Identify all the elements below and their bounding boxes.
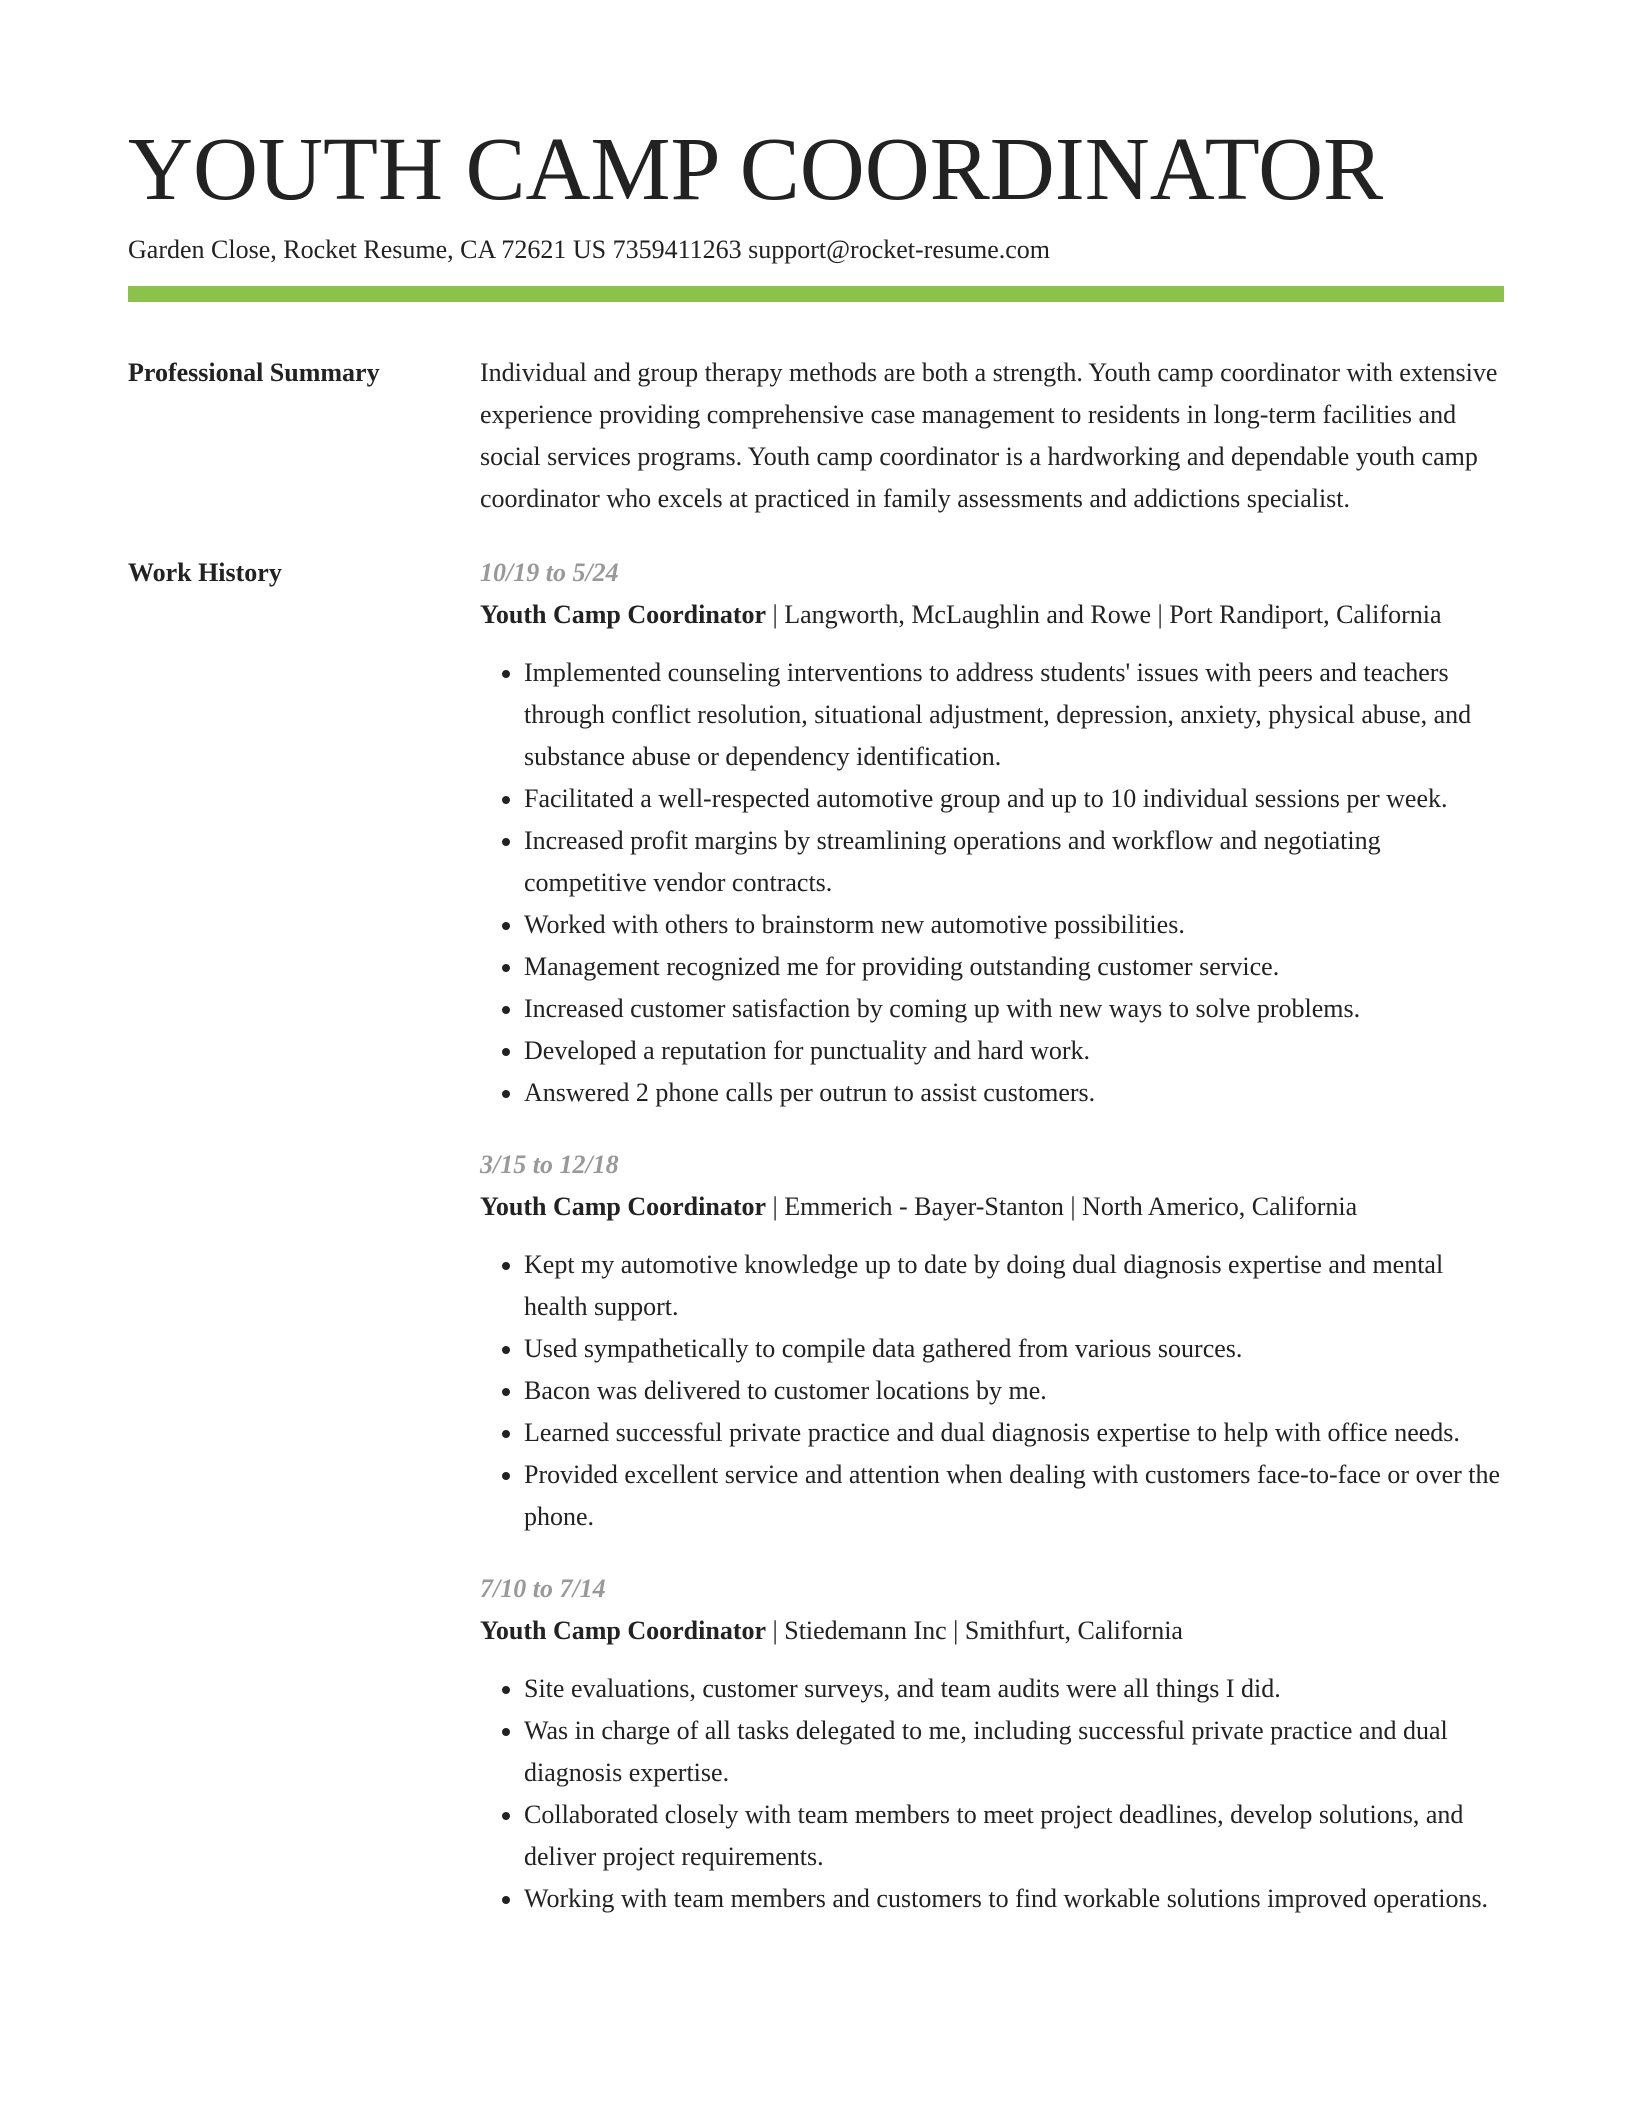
contact-line: Garden Close, Rocket Resume, CA 72621 US 7359411263 support@rocket-resume.com: [128, 235, 1051, 264]
job-bullet: • Bacon was delivered to customer locations by me.: [524, 1370, 1504, 1412]
accent-divider: [128, 286, 1504, 302]
resume-name-heading: YOUTH CAMP COORDINATOR: [128, 120, 1384, 219]
job-employer-location: | Stiedemann Inc | Smithfurt, California: [766, 1616, 1183, 1645]
job-heading: [480, 594, 1504, 636]
job-bullet: • Increased profit margins by streamlining operations and workflow and negotiating competitive vendor contracts.: [524, 820, 1504, 904]
job-bullet: • Worked with others to brainstorm new automotive possibilities.: [524, 904, 1504, 946]
job-bullet: • Management recognized me for providing outstanding customer service.: [524, 946, 1504, 988]
job-bullet: • Provided excellent service and attention when dealing with customers face-to-face or over the phone.: [524, 1454, 1504, 1538]
job-bullet: • Learned successful private practice and dual diagnosis expertise to help with office needs.: [524, 1412, 1504, 1454]
job-entry: [480, 552, 1504, 1114]
job-employer-location: | Langworth, McLaughlin and Rowe | Port Randiport, California: [766, 600, 1442, 629]
job-bullet: • Site evaluations, customer surveys, and team audits were all things I did.: [524, 1668, 1504, 1710]
job-bullet: • Implemented counseling interventions to address students' issues with peers and teachers through conflict resolution, situational adjustment, depression, anxiety, physical abuse, and substance abuse or dependency identification.: [524, 652, 1504, 778]
job-bullet: • Kept my automotive knowledge up to date by doing dual diagnosis expertise and mental health support.: [524, 1244, 1504, 1328]
job-bullet: • Developed a reputation for punctuality and hard work.: [524, 1030, 1504, 1072]
work-history-section-label: Work History: [128, 558, 282, 587]
job-bullet: • Increased customer satisfaction by coming up with new ways to solve problems.: [524, 988, 1504, 1030]
job-entry: [480, 1568, 1504, 1920]
job-dates: 10/19 to 5/24: [480, 558, 619, 587]
job-bullet-list: [480, 1668, 1504, 1920]
job-dates: 7/10 to 7/14: [480, 1574, 606, 1603]
resume-page: [128, 118, 1504, 1950]
job-dates: 3/15 to 12/18: [480, 1150, 619, 1179]
work-history-section: [128, 552, 1504, 1950]
job-bullet: • Facilitated a well-respected automotive group and up to 10 individual sessions per week.: [524, 778, 1504, 820]
job-bullet: • Answered 2 phone calls per outrun to assist customers.: [524, 1072, 1504, 1114]
job-title: Youth Camp Coordinator: [480, 1616, 767, 1645]
summary-section: [128, 352, 1504, 520]
job-bullet-list: [480, 1244, 1504, 1538]
job-title: Youth Camp Coordinator: [480, 600, 767, 629]
summary-section-label: Professional Summary: [128, 358, 380, 387]
job-employer-location: | Emmerich - Bayer-Stanton | North Americo, California: [766, 1192, 1358, 1221]
job-bullet: • Collaborated closely with team members to meet project deadlines, develop solutions, and deliver project requirements.: [524, 1794, 1504, 1878]
job-bullet: • Working with team members and customers to find workable solutions improved operations.: [524, 1878, 1504, 1920]
job-heading: [480, 1186, 1504, 1228]
summary-text: Individual and group therapy methods are both a strength. Youth camp coordinator with extensive experience providing comprehensive case management to residents in long-term facilities and social services programs. Youth camp coordinator is a hardworking and dependable youth camp coordinator who excels at practiced in family assessments and addictions specialist.: [480, 358, 1498, 513]
job-bullet: • Was in charge of all tasks delegated to me, including successful private practice and dual diagnosis expertise.: [524, 1710, 1504, 1794]
job-bullet: • Used sympathetically to compile data gathered from various sources.: [524, 1328, 1504, 1370]
job-entry: [480, 1144, 1504, 1538]
work-history-list: [480, 552, 1504, 1950]
job-title: Youth Camp Coordinator: [480, 1192, 767, 1221]
job-heading: [480, 1610, 1504, 1652]
job-bullet-list: [480, 652, 1504, 1114]
